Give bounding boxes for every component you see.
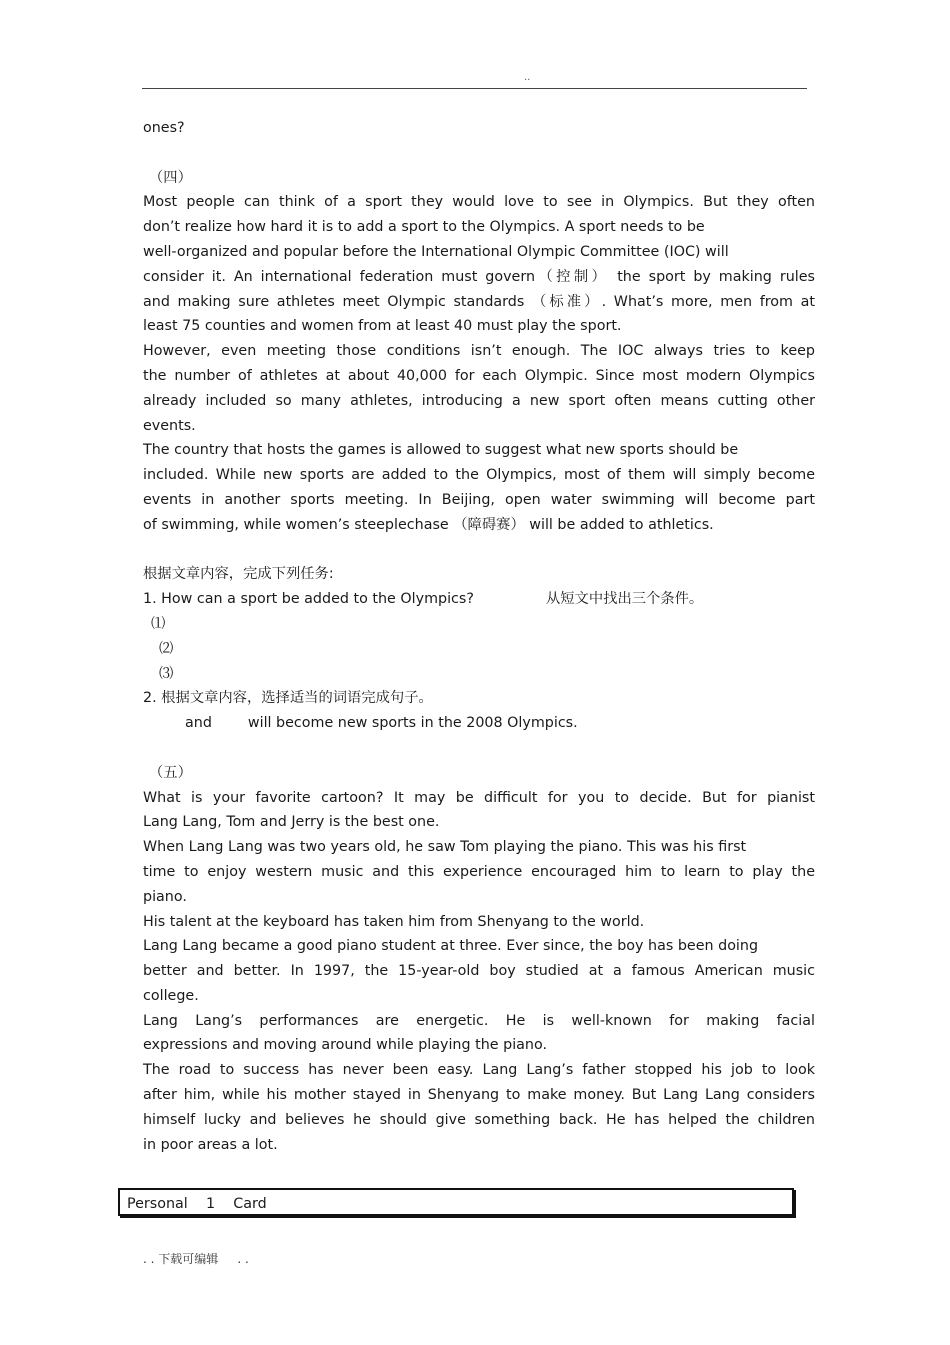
passage-5-line: piano. (143, 888, 187, 905)
answer-item-2: ⑵ (159, 640, 174, 657)
passage-4-heading: （四） (149, 169, 192, 186)
answer-item-1: ⑴ (151, 615, 166, 632)
passage-5-line: Lang Lang became a good piano student at three. Ever since, the boy has been doing (143, 938, 759, 955)
document-body (143, 116, 815, 1157)
passage-4-line: and making sure athletes meet Olympic standards （标准）. What’s more, men from at (143, 293, 815, 310)
question-1 (143, 587, 815, 612)
passage-5-heading: （五） (149, 764, 192, 781)
passage-5-line: after him, while his mother stayed in Shenyang to make money. But Lang Lang considers (143, 1087, 815, 1104)
personal-card-box (118, 1188, 794, 1216)
passage-5-line: college. (143, 987, 199, 1004)
passage-5-line: Lang Lang, Tom and Jerry is the best one. (143, 814, 440, 831)
question-2: 2. 根据文章内容，选择适当的词语完成句子。 (143, 690, 433, 707)
passage-4-line: already included so many athletes, introducing a new sport often means cutting other (143, 392, 815, 409)
passage-5-line: His talent at the keyboard has taken him from Shenyang to the world. (143, 913, 645, 930)
passage-4-line: However, even meeting those conditions isn’t enough. The IOC always tries to keep (143, 343, 815, 360)
question-1-hint: 从短文中找出三个条件。 (545, 591, 704, 608)
footer-note: . . 下载可编辑 . . (143, 1252, 249, 1266)
passage-4-line: included. While new sports are added to the Olympics, most of them will simply become (143, 467, 815, 484)
header-rule (142, 88, 807, 89)
passage-5-line: What is your favorite cartoon? It may be difficult for you to decide. But for pianist (143, 789, 815, 806)
carry-over-text: ones? (143, 120, 185, 136)
personal-card-label: Personal 1 Card (127, 1196, 267, 1212)
passage-4-line: events. (143, 417, 196, 434)
passage-5-line: in poor areas a lot. (143, 1136, 278, 1153)
passage-5-line: himself lucky and believes he should give something back. He has helped the children (143, 1111, 815, 1128)
passage-5-line: Lang Lang’s performances are energetic. He is well-known for making facial (143, 1012, 815, 1029)
answer-item-3: ⑶ (159, 665, 174, 682)
passage-4-line: events in another sports meeting. In Beijing, open water swimming will become part (143, 491, 815, 508)
header-dots: .. (524, 72, 531, 83)
passage-4-line: consider it. An international federation must govern（控制） the sport by making rules (143, 268, 815, 285)
question-2-and: and (185, 715, 212, 732)
passage-4-line: Most people can think of a sport they would love to see in Olympics. But they often (143, 194, 815, 211)
question-2-rest: will become new sports in the 2008 Olympics. (247, 715, 578, 732)
passage-5-line: time to enjoy western music and this experience encouraged him to learn to play the (143, 863, 815, 880)
passage-4-line: don’t realize how hard it is to add a sport to the Olympics. A sport needs to be (143, 219, 705, 236)
passage-4-line: The country that hosts the games is allowed to suggest what new sports should be (143, 442, 739, 459)
passage-5-line: When Lang Lang was two years old, he saw Tom playing the piano. This was his first (143, 839, 747, 856)
passage-5-line: expressions and moving around while playing the piano. (143, 1037, 548, 1054)
passage-4-line: least 75 counties and women from at least 40 must play the sport. (143, 318, 622, 335)
question-2-sentence (143, 711, 815, 736)
passage-4-line: well-organized and popular before the International Olympic Committee (IOC) will (143, 243, 729, 260)
passage-4-line: of swimming, while women’s steeplechase （障碍赛） will be added to athletics. (143, 516, 714, 533)
passage-5-line: The road to success has never been easy. Lang Lang’s father stopped his job to look (143, 1062, 815, 1079)
passage-4-line: the number of athletes at about 40,000 for each Olympic. Since most modern Olympics (143, 367, 815, 384)
passage-5-line: better and better. In 1997, the 15-year-old boy studied at a famous American music (143, 963, 815, 980)
tasks-intro: 根据文章内容，完成下列任务: (143, 566, 334, 583)
question-1-text: 1. How can a sport be added to the Olympics? (143, 591, 474, 608)
